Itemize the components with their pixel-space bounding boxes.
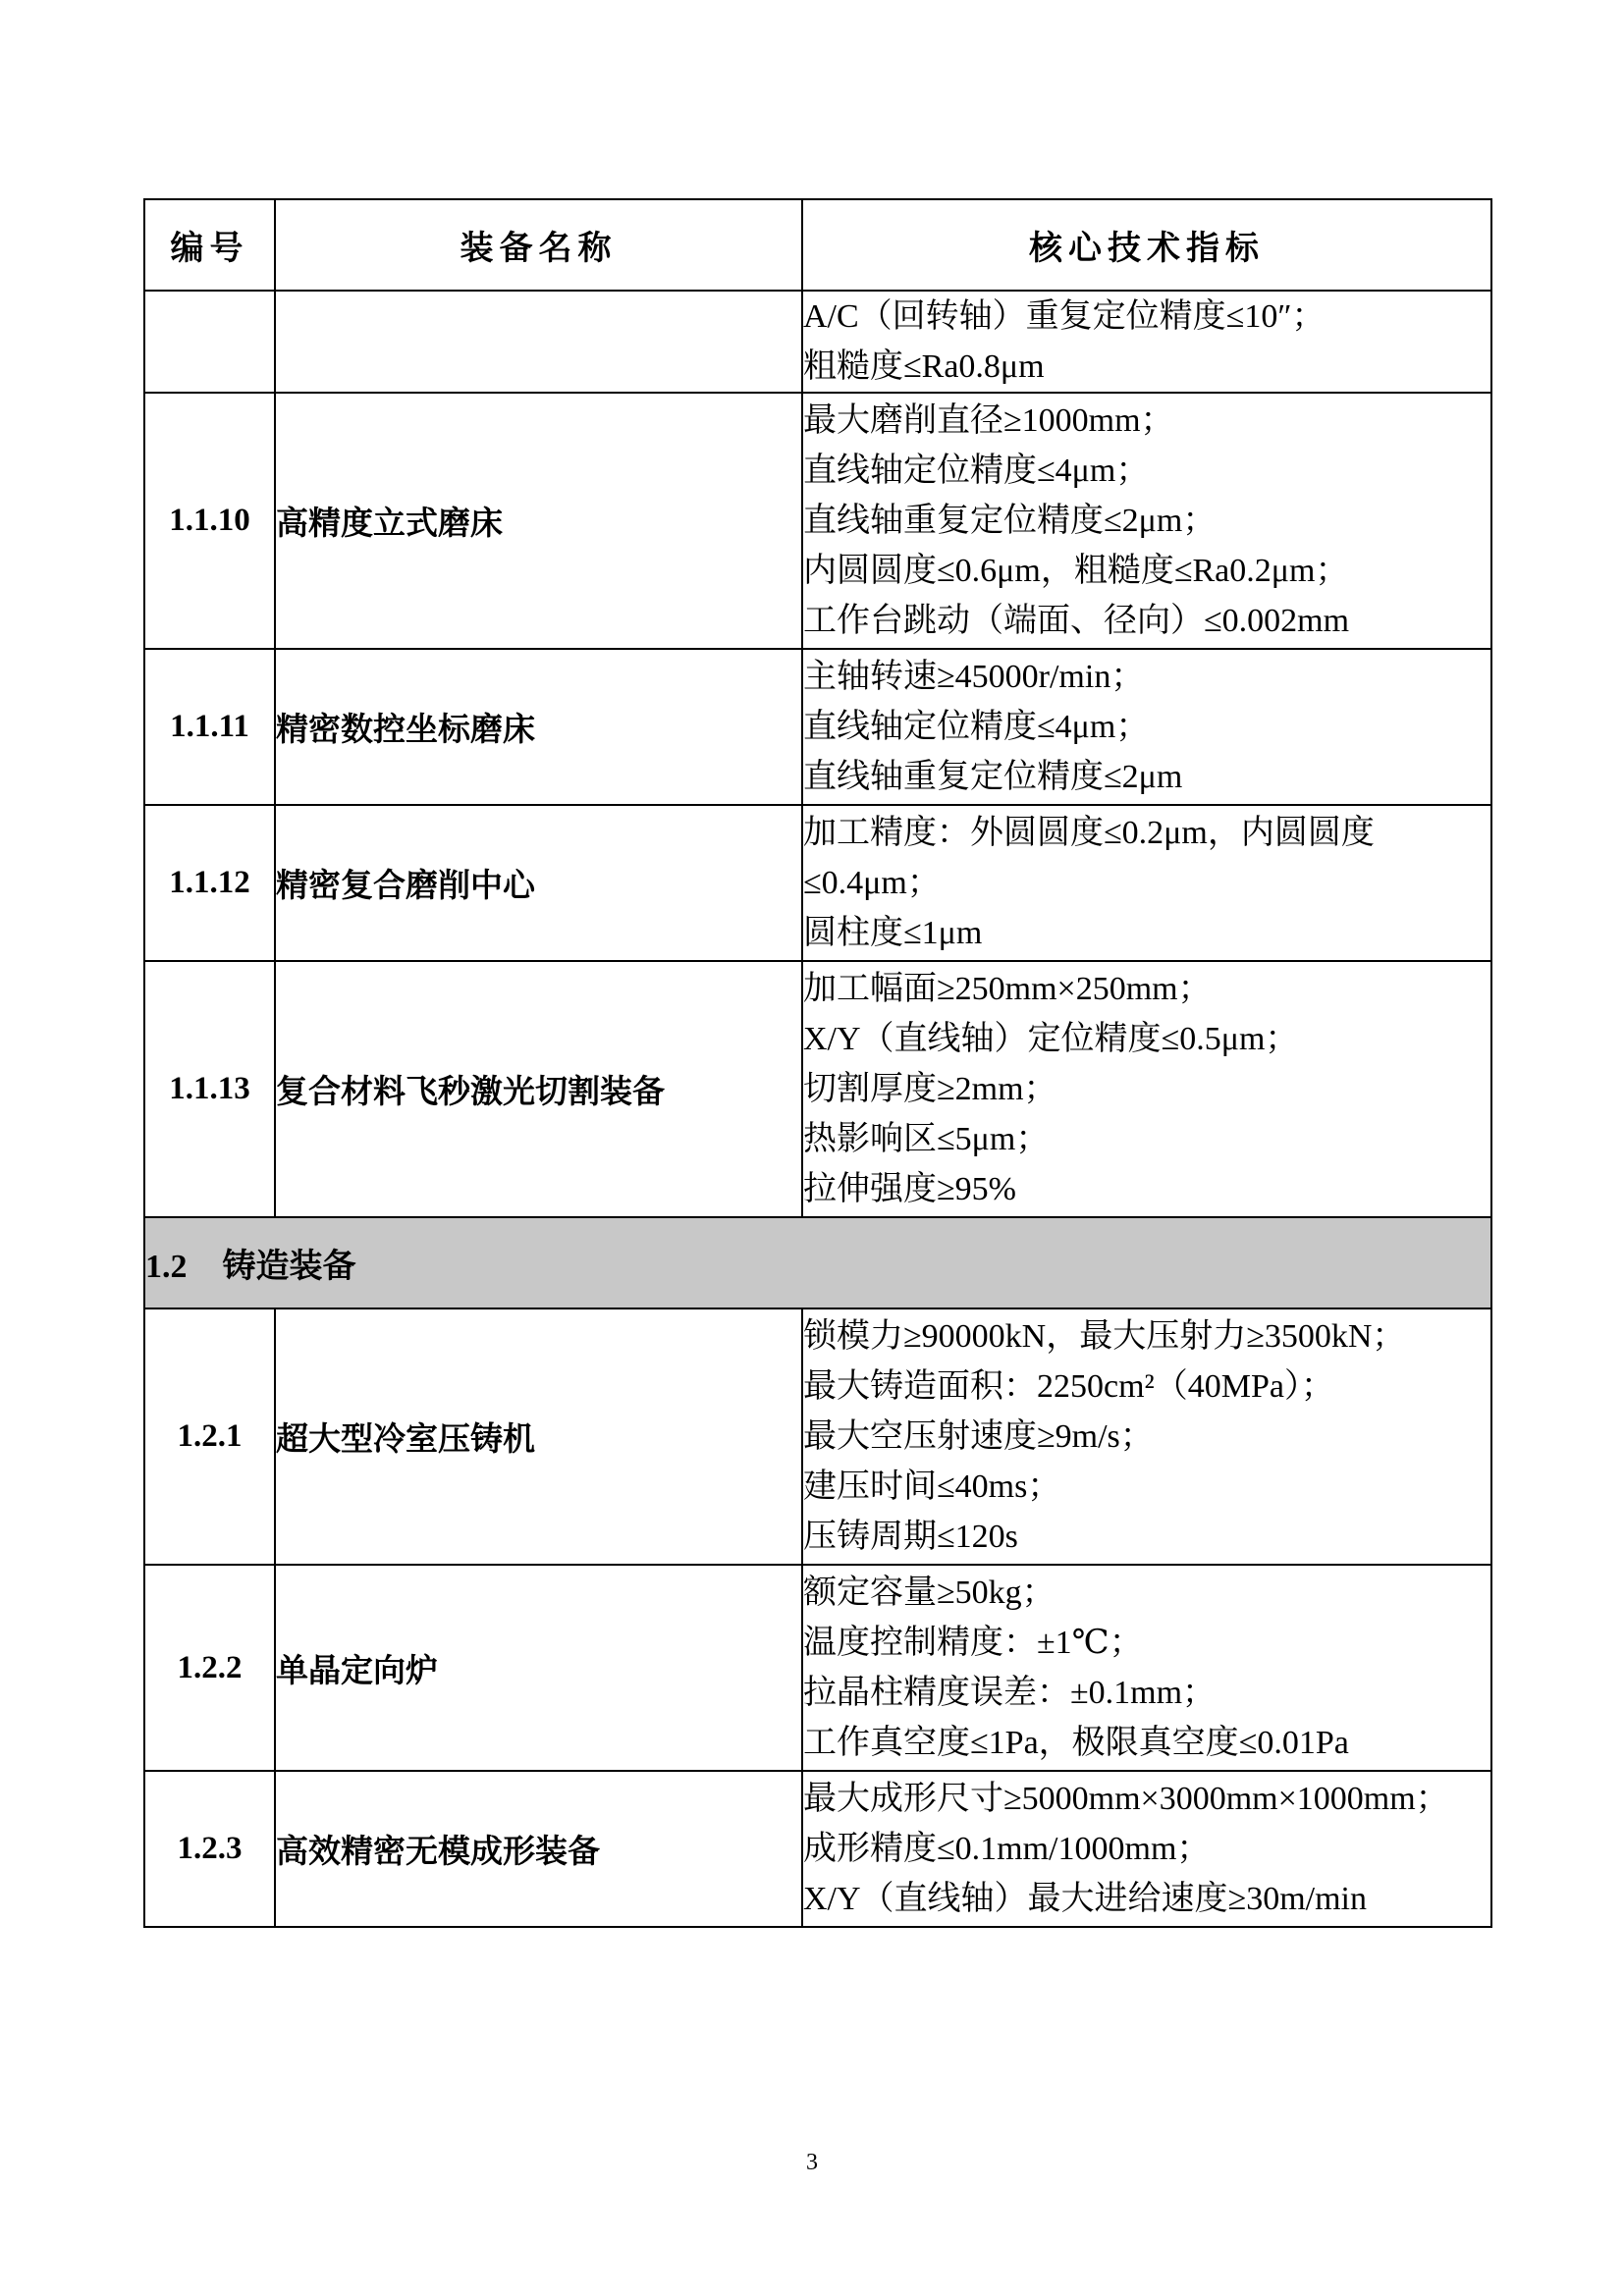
spec-line: A/C（回转轴）重复定位精度≤10″； (803, 298, 1326, 335)
table-row (144, 1308, 1491, 1565)
spec-line: 直线轴重复定位精度≤2μm (803, 759, 1183, 795)
spec-line: X/Y（直线轴）最大进给速度≥30m/min (803, 1881, 1367, 1917)
header-number: 编号 (144, 199, 275, 291)
spec-line: 热影响区≤5μm； (803, 1121, 1050, 1157)
spec-line: 加工幅面≥250mm×250mm； (803, 971, 1212, 1007)
equipment-name: 超大型冷室压铸机 (275, 1308, 802, 1565)
equipment-name: 复合材料飞秒激光切割装备 (275, 961, 802, 1217)
equipment-number (144, 291, 275, 393)
spec-line: 最大成形尺寸≥5000mm×3000mm×1000mm； (803, 1781, 1449, 1817)
spec-list (802, 1771, 1491, 1927)
spec-line: X/Y（直线轴）定位精度≤0.5μm； (803, 1021, 1299, 1057)
table-row (144, 805, 1491, 961)
spec-list (802, 1308, 1491, 1565)
spec-line: 内圆圆度≤0.6μm，粗糙度≤Ra0.2μm； (803, 553, 1349, 589)
spec-line: 加工精度：外圆圆度≤0.2μm，内圆圆度 (803, 815, 1375, 851)
equipment-name: 精密数控坐标磨床 (275, 649, 802, 805)
spec-line: 最大空压射速度≥9m/s； (803, 1418, 1154, 1455)
header-core-specs: 核心技术指标 (802, 199, 1491, 291)
equipment-name: 高精度立式磨床 (275, 393, 802, 649)
spec-line: 主轴转速≥45000r/min； (803, 659, 1145, 695)
equipment-name (275, 291, 802, 393)
spec-line: 锁模力≥90000kN，最大压射力≥3500kN； (803, 1318, 1406, 1355)
equipment-name: 单晶定向炉 (275, 1565, 802, 1771)
spec-line: 最大铸造面积：2250cm²（40MPa）； (803, 1368, 1334, 1405)
equipment-number: 1.2.2 (144, 1565, 275, 1771)
spec-line: 粗糙度≤Ra0.8μm (803, 348, 1045, 385)
spec-list (802, 649, 1491, 805)
spec-line: 直线轴重复定位精度≤2μm； (803, 503, 1217, 539)
spec-list (802, 1565, 1491, 1771)
spec-line: 建压时间≤40ms； (803, 1468, 1061, 1505)
spec-line: 切割厚度≥2mm； (803, 1071, 1057, 1107)
section-title: 铸造装备 (222, 1247, 356, 1286)
equipment-number: 1.1.11 (144, 649, 275, 805)
table-row (144, 961, 1491, 1217)
section-row (144, 1217, 1491, 1308)
equipment-name: 精密复合磨削中心 (275, 805, 802, 961)
table-section-casting (144, 1217, 1491, 1308)
table-row (144, 649, 1491, 805)
spec-line: 压铸周期≤120s (803, 1519, 1018, 1555)
section-number: 1.2 (145, 1249, 188, 1285)
equipment-number: 1.1.12 (144, 805, 275, 961)
table-row (144, 393, 1491, 649)
equipment-number: 1.1.13 (144, 961, 275, 1217)
spec-list (802, 805, 1491, 961)
table-row (144, 291, 1491, 393)
spec-line: 圆柱度≤1μm (803, 915, 983, 951)
spec-line: 额定容量≥50kg； (803, 1575, 1056, 1611)
spec-line: ≤0.4μm； (803, 865, 941, 901)
spec-line: 温度控制精度：±1℃； (803, 1625, 1143, 1661)
spec-list (802, 393, 1491, 649)
table-row (144, 1771, 1491, 1927)
equipment-name: 高效精密无模成形装备 (275, 1771, 802, 1927)
table-row (144, 1565, 1491, 1771)
header-equipment-name: 装备名称 (275, 199, 802, 291)
spec-list (802, 961, 1491, 1217)
spec-line: 直线轴定位精度≤4μm； (803, 453, 1150, 489)
spec-line: 拉晶柱精度误差：±0.1mm； (803, 1675, 1217, 1711)
spec-line: 工作台跳动（端面、径向）≤0.002mm (803, 603, 1350, 639)
page-number: 3 (806, 2150, 818, 2175)
equipment-number: 1.2.3 (144, 1771, 275, 1927)
spec-line: 工作真空度≤1Pa，极限真空度≤0.01Pa (803, 1725, 1349, 1761)
equipment-number: 1.2.1 (144, 1308, 275, 1565)
equipment-table (143, 198, 1492, 1928)
table-header-row (144, 199, 1491, 291)
equipment-number: 1.1.10 (144, 393, 275, 649)
table-body-machining (144, 291, 1491, 1217)
spec-line: 成形精度≤0.1mm/1000mm； (803, 1831, 1211, 1867)
spec-line: 拉伸强度≥95% (803, 1171, 1016, 1207)
table-body-casting (144, 1308, 1491, 1927)
spec-list (802, 291, 1491, 393)
spec-line: 直线轴定位精度≤4μm； (803, 709, 1150, 745)
section-heading (144, 1217, 1491, 1308)
spec-line: 最大磨削直径≥1000mm； (803, 402, 1174, 439)
